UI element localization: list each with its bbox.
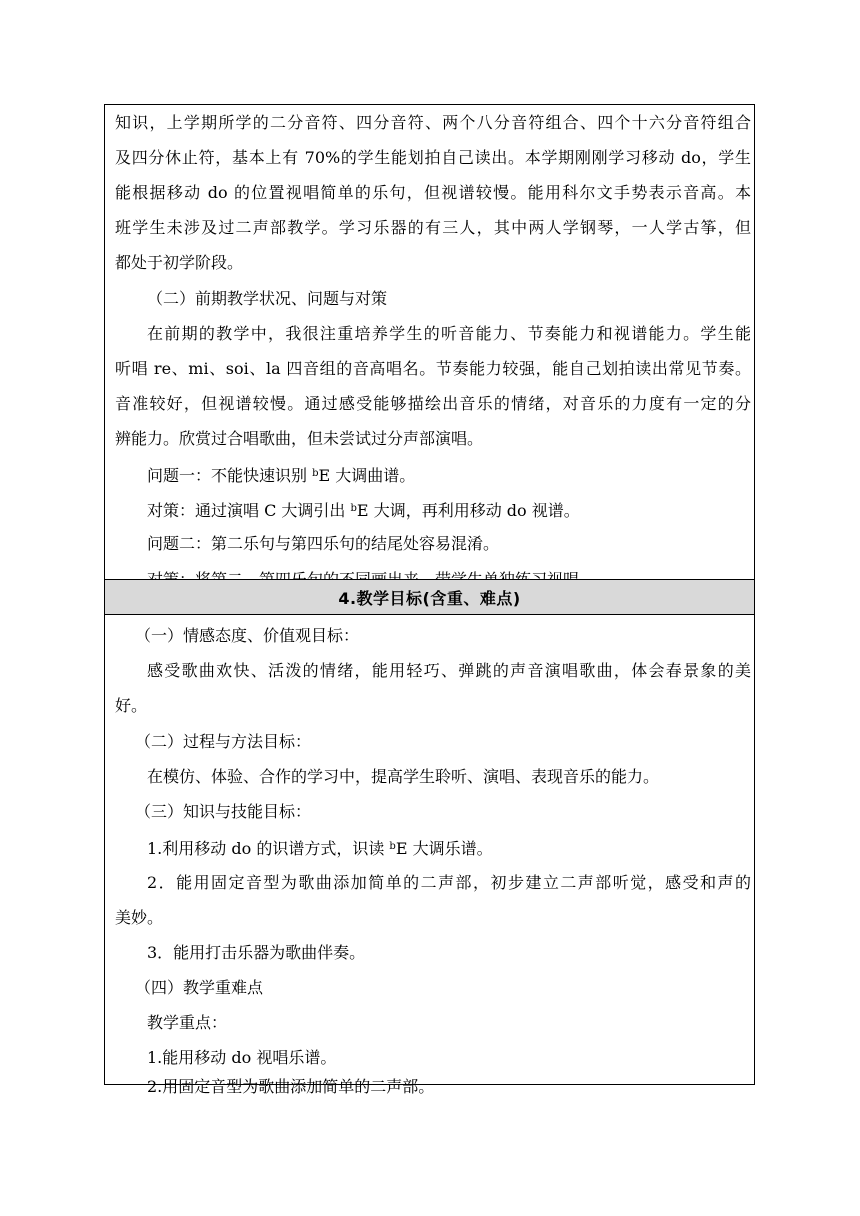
text-run: E 大调曲谱。 xyxy=(318,466,416,485)
section-header: 4.教学目标(含重、难点) xyxy=(105,579,754,615)
paragraph-line: 美妙。 xyxy=(115,908,164,927)
paragraph-line: 能根据移动 do 的位置视唱简单的乐句，但视谱较慢。能用科尔文手势表示音高。本 xyxy=(115,183,751,202)
text-run: 对策：通过演唱 C 大调引出 xyxy=(147,501,351,520)
section-subheading: （二）前期教学状况、问题与对策 xyxy=(147,289,388,308)
problem-two: 问题二：第二乐句与第四乐句的结尾处容易混淆。 xyxy=(147,534,500,553)
paragraph-line: 都处于初学阶段。 xyxy=(115,253,244,272)
goal-title: （四）教学重难点 xyxy=(135,978,264,997)
problem-one xyxy=(147,456,751,493)
paragraph-line: 知识，上学期所学的二分音符、四分音符、两个八分音符组合、四个十六分音符组合 xyxy=(115,113,751,132)
situation-cell xyxy=(105,105,754,579)
paragraph-line: 好。 xyxy=(115,696,148,715)
flat-sign: b xyxy=(312,468,319,479)
key-item: 1.能用移动 do 视唱乐谱。 xyxy=(147,1048,337,1067)
goal-item xyxy=(147,829,751,866)
key-title: 教学重点： xyxy=(147,1013,228,1032)
paragraph-line: 辨能力。欣赏过合唱歌曲，但未尝试过分声部演唱。 xyxy=(115,429,484,448)
flat-sign: b xyxy=(350,503,357,514)
key-item: 2.用固定音型为歌曲添加简单的二声部。 xyxy=(147,1077,435,1096)
goals-cell xyxy=(105,615,754,1096)
text-run: 问题一：不能快速识别 xyxy=(147,466,313,485)
text-run: 1.利用移动 do 的识谱方式，识读 xyxy=(147,839,390,858)
goal-title: （三）知识与技能目标： xyxy=(135,802,312,821)
paragraph-line: 在模仿、体验、合作的学习中，提高学生聆听、演唱、表现音乐的能力。 xyxy=(147,767,660,786)
goal-title: （一）情感态度、价值观目标： xyxy=(135,626,360,645)
paragraph-line: 及四分休止符，基本上有 70%的学生能划拍自己读出。本学期刚刚学习移动 do，学生 xyxy=(115,148,751,167)
goal-item: 2．能用固定音型为歌曲添加简单的二声部，初步建立二声部听觉，感受和声的 xyxy=(147,873,751,892)
goal-title: （二）过程与方法目标： xyxy=(135,732,312,751)
paragraph-line: 在前期的教学中，我很注重培养学生的听音能力、节奏能力和视谱能力。学生能 xyxy=(147,324,751,343)
paragraph-line: 班学生未涉及过二声部教学。学习乐器的有三人，其中两人学钢琴，一人学古筝，但 xyxy=(115,218,751,237)
text-run: E 大调，再利用移动 do 视谱。 xyxy=(356,501,580,520)
paragraph-line: 音准较好，但视谱较慢。通过感受能够描绘出音乐的情绪，对音乐的力度有一定的分 xyxy=(115,394,751,413)
paragraph-line: 感受歌曲欢快、活泼的情绪，能用轻巧、弹跳的声音演唱歌曲，体会春景象的美 xyxy=(147,661,751,680)
strategy-one xyxy=(147,491,751,528)
lesson-plan-table xyxy=(104,104,755,1096)
paragraph-line: 听唱 re、mi、soi、la 四音组的音高唱名。节奏能力较强，能自己划拍读出常见节奏。 xyxy=(115,359,751,378)
text-run: E 大调乐谱。 xyxy=(395,839,493,858)
flat-sign: b xyxy=(389,841,396,852)
goal-item: 3．能用打击乐器为歌曲伴奏。 xyxy=(147,943,366,962)
